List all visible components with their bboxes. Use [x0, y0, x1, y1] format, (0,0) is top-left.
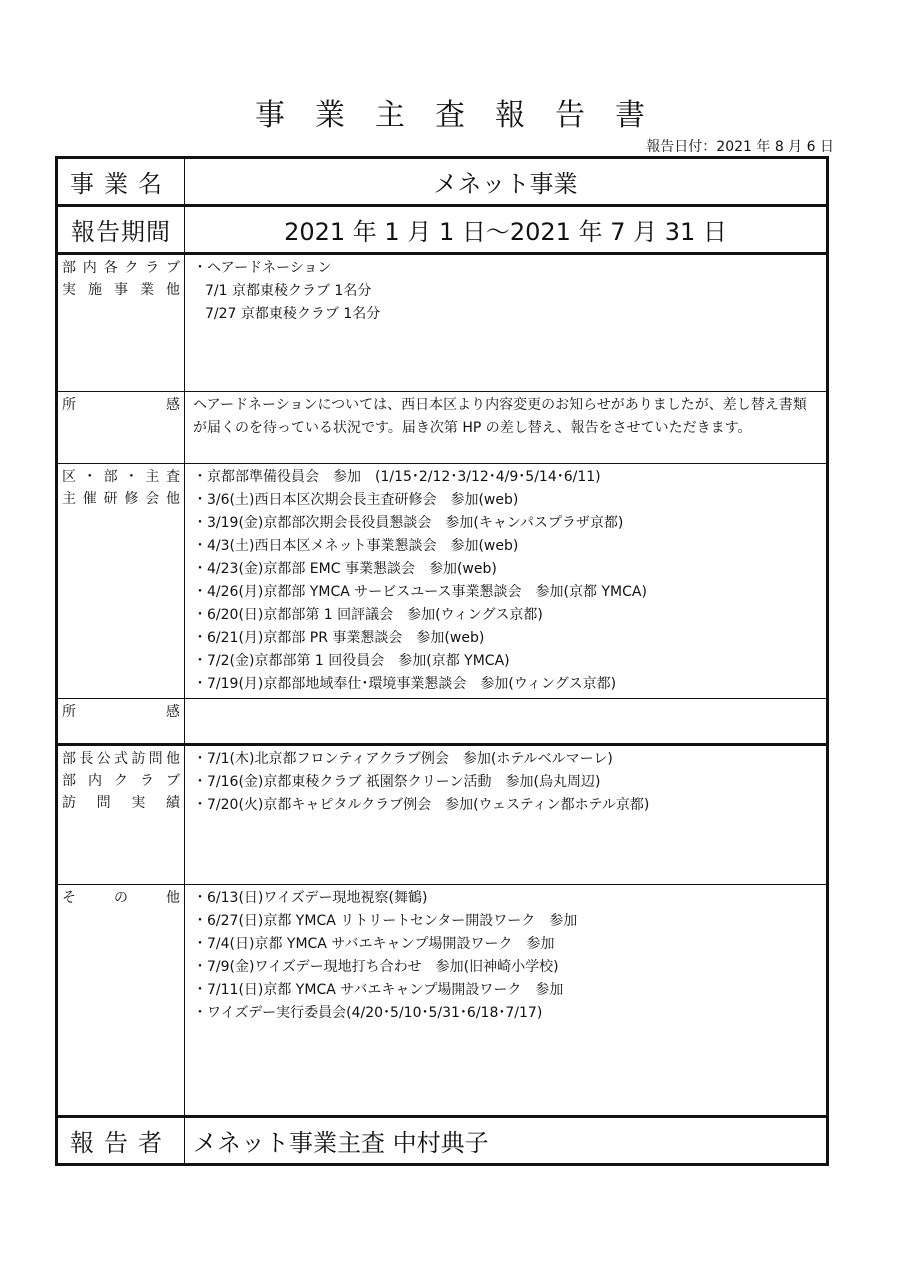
visits-label [57, 745, 185, 885]
document-title: 事業主査報告書 [255, 98, 675, 133]
list-item: ・4/3(土)西日本区メネット事業懇談会 参加(web) [193, 538, 519, 554]
label-char: ク [114, 773, 128, 789]
report-date: 報告日付：2021 年 8 月 6 日 [646, 139, 834, 155]
meetings-label [57, 464, 185, 699]
visits-label-line-1 [62, 748, 180, 770]
list-item: ・6/21(月)京都部 PR 事業懇談会 参加(web) [193, 630, 485, 646]
list-item: ・6/27(日)京都 YMCA リトリートセンター開設ワーク 参加 [193, 913, 578, 929]
reporter-value: メネット事業主査 中村典子 [185, 1117, 828, 1165]
label-char: 会 [145, 491, 160, 507]
period-label: 報告期間 [57, 206, 185, 254]
label-char: ラ [145, 260, 160, 276]
label-char: ブ [165, 260, 180, 276]
list-item: ・7/1(木)北京都フロンティアクラブ例会 参加(ホテルベルマーレ) [193, 751, 613, 767]
list-item: 7/27 京都東稜クラブ 1名分 [205, 306, 381, 322]
meetings-label-line-1 [62, 466, 180, 488]
list-item: ・7/20(火)京都キャピタルクラブ例会 参加(ウェスティン都ホテル京都) [193, 797, 650, 813]
period-row [57, 206, 828, 254]
meetings-row [57, 464, 828, 699]
project-label: 事業名 [57, 158, 185, 206]
list-item: ・7/2(金)京都部第 1 回役員会 参加(京都 YMCA) [193, 653, 510, 669]
impressions2-content [185, 699, 828, 745]
club-events-label [57, 254, 185, 392]
label-char: 内 [82, 260, 97, 276]
label-char: 訪 [62, 795, 76, 811]
label-char: 問 [148, 751, 163, 767]
list-item: ・7/4(日)京都 YMCA サバエキャンプ場開設ワーク 参加 [193, 936, 555, 952]
list-item: ・4/23(金)京都部 EMC 事業懇談会 参加(web) [193, 561, 497, 577]
label-char: ・ [82, 469, 97, 485]
visits-content [185, 745, 828, 885]
list-item: 7/1 京都東稜クラブ 1名分 [205, 283, 372, 299]
label-char: ・ [124, 469, 139, 485]
label-char: 公 [96, 751, 111, 767]
others-row [57, 885, 828, 1117]
label-char: 施 [88, 282, 102, 298]
impressions1-text: ヘアードネーションについては、西日本区より内容変更のお知らせがありましたが、差し替え書類が届くのを待っている状況です。届き次第 HP の差し替え、報告をさせていただきます。 [193, 397, 807, 436]
label-char: ク [124, 260, 139, 276]
label-char: 訪 [131, 751, 146, 767]
label-char: 内 [88, 773, 102, 789]
others-label [57, 885, 185, 1117]
label-char: 各 [103, 260, 118, 276]
project-value: メネット事業 [185, 158, 828, 206]
label-char: 長 [79, 751, 94, 767]
club-events-label-line-1 [62, 257, 180, 279]
label-char: 部 [62, 260, 76, 276]
label-char: ブ [166, 773, 180, 789]
project-row [57, 158, 828, 206]
label-char: 研 [103, 491, 118, 507]
reporter-row [57, 1117, 828, 1165]
impressions1-label-b: 感 [166, 397, 180, 413]
label-char: 部 [62, 751, 76, 767]
list-item: ・京都部準備役員会 参加 (1/15･2/12･3/12･4/9･5/14･6/11) [193, 469, 601, 485]
visits-label-line-3 [62, 792, 180, 814]
list-item: ・ヘアードネーション [193, 260, 332, 276]
reporter-label: 報告者 [57, 1117, 185, 1165]
label-char: 部 [62, 773, 76, 789]
visits-label-line-2 [62, 770, 180, 792]
label-char: ラ [140, 773, 154, 789]
label-char: 業 [140, 282, 154, 298]
label-char: 事 [114, 282, 128, 298]
label-char: 他 [165, 751, 180, 767]
club-events-row [57, 254, 828, 392]
impressions1-label [57, 392, 185, 464]
period-value: 2021 年 1 月 1 日～2021 年 7 月 31 日 [185, 206, 828, 254]
list-item: ・ワイズデー実行委員会(4/20･5/10･5/31･6/18･7/17) [193, 1005, 543, 1021]
impressions1-label-a: 所 [62, 397, 76, 413]
others-content [185, 885, 828, 1117]
label-char: 修 [124, 491, 139, 507]
list-item: ・6/20(日)京都部第 1 回評議会 参加(ウィングス京都) [193, 607, 543, 623]
impressions2-label-b: 感 [166, 704, 180, 720]
label-char: 部 [103, 469, 118, 485]
list-item: ・7/16(金)京都東稜クラブ 祇園祭クリーン活動 参加(烏丸周辺) [193, 774, 601, 790]
label-char: 問 [96, 795, 111, 811]
label-char: 主 [62, 491, 76, 507]
others-label-a: そ [62, 890, 76, 906]
label-char: 催 [82, 491, 97, 507]
report-table [55, 156, 829, 1166]
label-char: 式 [113, 751, 128, 767]
label-char: 他 [165, 491, 180, 507]
impressions2-label-a: 所 [62, 704, 76, 720]
label-char: 実 [62, 282, 76, 298]
club-events-label-line-2 [62, 279, 180, 301]
list-item: ・4/26(月)京都部 YMCA サービスユース事業懇談会 参加(京都 YMCA) [193, 584, 647, 600]
list-item: ・7/11(日)京都 YMCA サバエキャンプ場開設ワーク 参加 [193, 982, 564, 998]
list-item: ・3/19(金)京都部次期会長役員懇談会 参加(キャンパスプラザ京都) [193, 515, 624, 531]
impressions1-content [185, 392, 828, 464]
impressions1-row [57, 392, 828, 464]
label-char: 区 [62, 469, 76, 485]
list-item: ・6/13(日)ワイズデー現地視察(舞鶴) [193, 890, 428, 906]
label-char: 実 [131, 795, 146, 811]
label-char: 績 [165, 795, 180, 811]
others-label-b: の [114, 890, 128, 906]
list-item: ・7/19(月)京都部地域奉仕･環境事業懇談会 参加(ウィングス京都) [193, 676, 617, 692]
label-char: 主 [145, 469, 160, 485]
meetings-content [185, 464, 828, 699]
impressions2-label [57, 699, 185, 745]
list-item: ・7/9(金)ワイズデー現地打ち合わせ 参加(旧神崎小学校) [193, 959, 559, 975]
list-item: ・3/6(土)西日本区次期会長主査研修会 参加(web) [193, 492, 519, 508]
impressions2-row [57, 699, 828, 745]
meetings-label-line-2 [62, 488, 180, 510]
others-label-c: 他 [166, 890, 180, 906]
club-events-content [185, 254, 828, 392]
label-char: 他 [166, 282, 180, 298]
label-char: 査 [165, 469, 180, 485]
visits-row [57, 745, 828, 885]
